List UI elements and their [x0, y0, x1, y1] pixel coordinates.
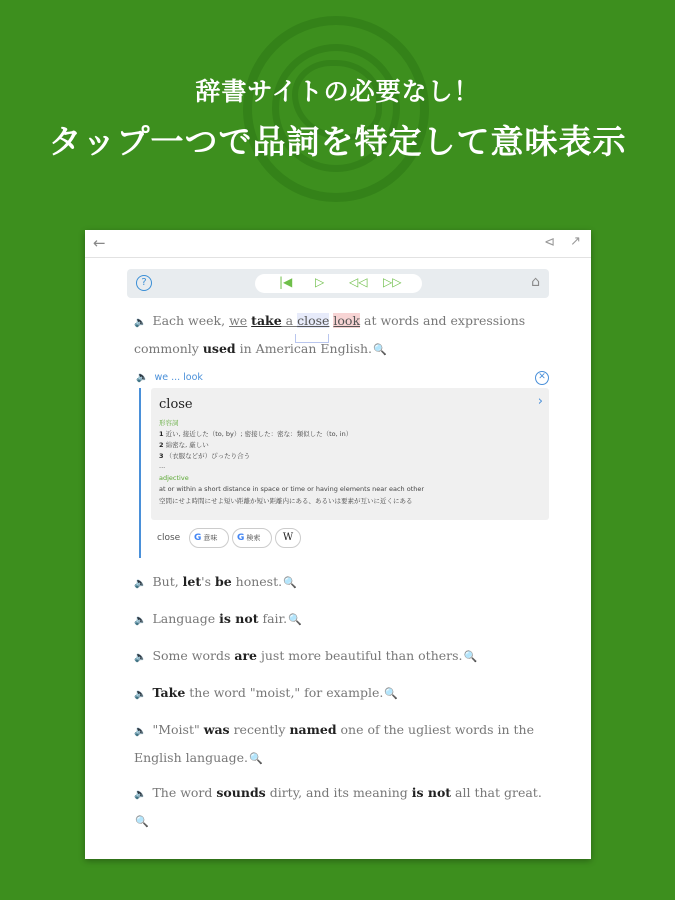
lookup-header [136, 372, 203, 383]
dict-ellipsis: ... [159, 462, 166, 470]
sentence-token[interactable]: all that great. [451, 785, 542, 800]
speaker-icon[interactable]: 🔈 [134, 726, 147, 737]
promo-title: タップ一つで品詞を特定して意味表示 [48, 122, 627, 161]
sentence-token[interactable]: Language [152, 611, 220, 626]
dict-def: 1 近い, 接近した（to, by）; 密接した：密な：類似した（to, in） [159, 430, 353, 438]
dict-pos-ja: 形容詞 [159, 419, 179, 427]
sentence-row[interactable] [134, 606, 554, 632]
external-link-icon[interactable]: ↗ [570, 234, 581, 249]
dict-pos-en: adjective [159, 474, 189, 482]
magnifier-icon[interactable]: 🔍 [463, 650, 478, 663]
google-icon: G [237, 533, 245, 543]
speaker-icon[interactable]: 🔈 [134, 652, 147, 663]
sentence-token[interactable]: the word "moist," for example. [185, 685, 384, 700]
top-toolbar [85, 230, 591, 258]
speaker-icon[interactable]: 🔈 [134, 317, 147, 328]
selection-bracket [295, 334, 329, 343]
sentence-token[interactable]: honest. [231, 574, 283, 589]
dict-en-definition: at or within a short distance in space or time or having elements near each other [159, 485, 425, 493]
sentence-token[interactable]: The word [152, 785, 217, 800]
dictionary-card[interactable] [151, 388, 549, 520]
sentence-token[interactable]: sounds [216, 785, 266, 800]
sentence-token[interactable]: used [202, 341, 236, 356]
sentence-token[interactable]: in American English. [235, 341, 373, 356]
sentence-row[interactable] [134, 308, 554, 360]
sentence-token[interactable]: we [229, 313, 248, 328]
chevron-right-icon[interactable]: › [537, 394, 543, 409]
fast-forward-icon[interactable]: ▷▷ [383, 275, 402, 289]
sentence-row[interactable] [134, 680, 554, 706]
sentence-row[interactable] [134, 569, 554, 595]
sentence-token[interactable]: was [203, 722, 230, 737]
sentence-token[interactable]: Some words [152, 648, 235, 663]
google-meaning-button[interactable]: G 意味 [189, 528, 229, 548]
close-icon[interactable]: ✕ [535, 371, 549, 385]
sentence-token[interactable]: Each week, [152, 313, 230, 328]
speaker-icon[interactable]: 🔈 [134, 615, 147, 626]
sentence-token[interactable]: 's [201, 574, 215, 589]
dict-def: 2 綿密な, 厳しい [159, 441, 209, 449]
sentence-token[interactable]: at words and expressions commonly [134, 313, 526, 356]
speaker-icon[interactable]: 🔈 [134, 789, 147, 800]
sentence-token[interactable]: be [214, 574, 232, 589]
sentence-token[interactable]: Take [152, 685, 186, 700]
app-screen [85, 230, 591, 859]
lookup-rail [139, 388, 141, 558]
sentence-token[interactable]: named [289, 722, 337, 737]
magnifier-icon[interactable]: 🔍 [283, 576, 297, 589]
speaker-icon[interactable]: 🔈 [134, 578, 147, 589]
sentence-token[interactable]: close [297, 313, 330, 328]
sentence-token[interactable]: take [251, 313, 282, 328]
playback-controls [255, 274, 422, 293]
link-word: close [157, 533, 181, 543]
wikipedia-button[interactable]: W [275, 528, 301, 548]
google-search-button[interactable]: G 検索 [232, 528, 272, 548]
dict-def: 3 （衣服などが）ぴったり合う [159, 452, 251, 460]
sentence-token[interactable]: are [234, 648, 257, 663]
sentence-token[interactable]: is not [219, 611, 259, 626]
promo-subtitle: 辞書サイトの必要なし！ [195, 77, 480, 106]
help-icon[interactable]: ? [136, 275, 152, 291]
google-icon: G [194, 533, 202, 543]
play-icon[interactable]: ▷ [315, 275, 325, 289]
sentence-token[interactable]: look [333, 313, 361, 328]
sentence-row[interactable] [134, 717, 554, 769]
player-bar [127, 269, 549, 298]
magnifier-icon[interactable]: 🔍 [288, 613, 302, 626]
sentence-token[interactable]: dirty, and its meaning [265, 785, 412, 800]
sentence-token[interactable]: let [182, 574, 202, 589]
magnifier-icon[interactable]: 🔍 [384, 687, 399, 700]
lookup-phrase: we ... look [154, 372, 203, 383]
sentence-row[interactable] [134, 643, 554, 669]
sentence-token[interactable]: recently [229, 722, 290, 737]
arrow-left-icon[interactable]: ← [93, 234, 106, 252]
skip-previous-icon[interactable]: |◀ [279, 275, 293, 289]
magnifier-icon[interactable]: 🔍 [135, 815, 149, 828]
sentence-token[interactable]: just more beautiful than others. [257, 648, 463, 663]
sentence-row[interactable] [134, 780, 554, 828]
sentence-token[interactable]: fair. [258, 611, 288, 626]
speaker-icon[interactable]: 🔈 [134, 689, 147, 700]
speaker-icon[interactable]: 🔈 [136, 372, 149, 383]
sentence-token[interactable]: a [281, 313, 298, 328]
share-icon[interactable]: ⊲ [544, 235, 555, 250]
home-icon[interactable]: ⌂ [531, 274, 540, 290]
sentence-token[interactable]: is not [411, 785, 452, 800]
rewind-icon[interactable]: ◁◁ [349, 275, 368, 289]
magnifier-icon[interactable]: 🔍 [249, 752, 263, 765]
dict-ja-definition: 空間にせよ時間にせよ短い距離か短い距離内にある、あるいは要素が互いに近くにある [159, 497, 413, 505]
sentence-token[interactable]: "Moist" [152, 722, 204, 737]
magnifier-icon[interactable]: 🔍 [373, 343, 387, 356]
dict-headword: close [159, 397, 193, 412]
sentence-token[interactable]: But, [152, 574, 183, 589]
sentence-token[interactable]: one of the ugliest words in the English language. [134, 722, 534, 765]
